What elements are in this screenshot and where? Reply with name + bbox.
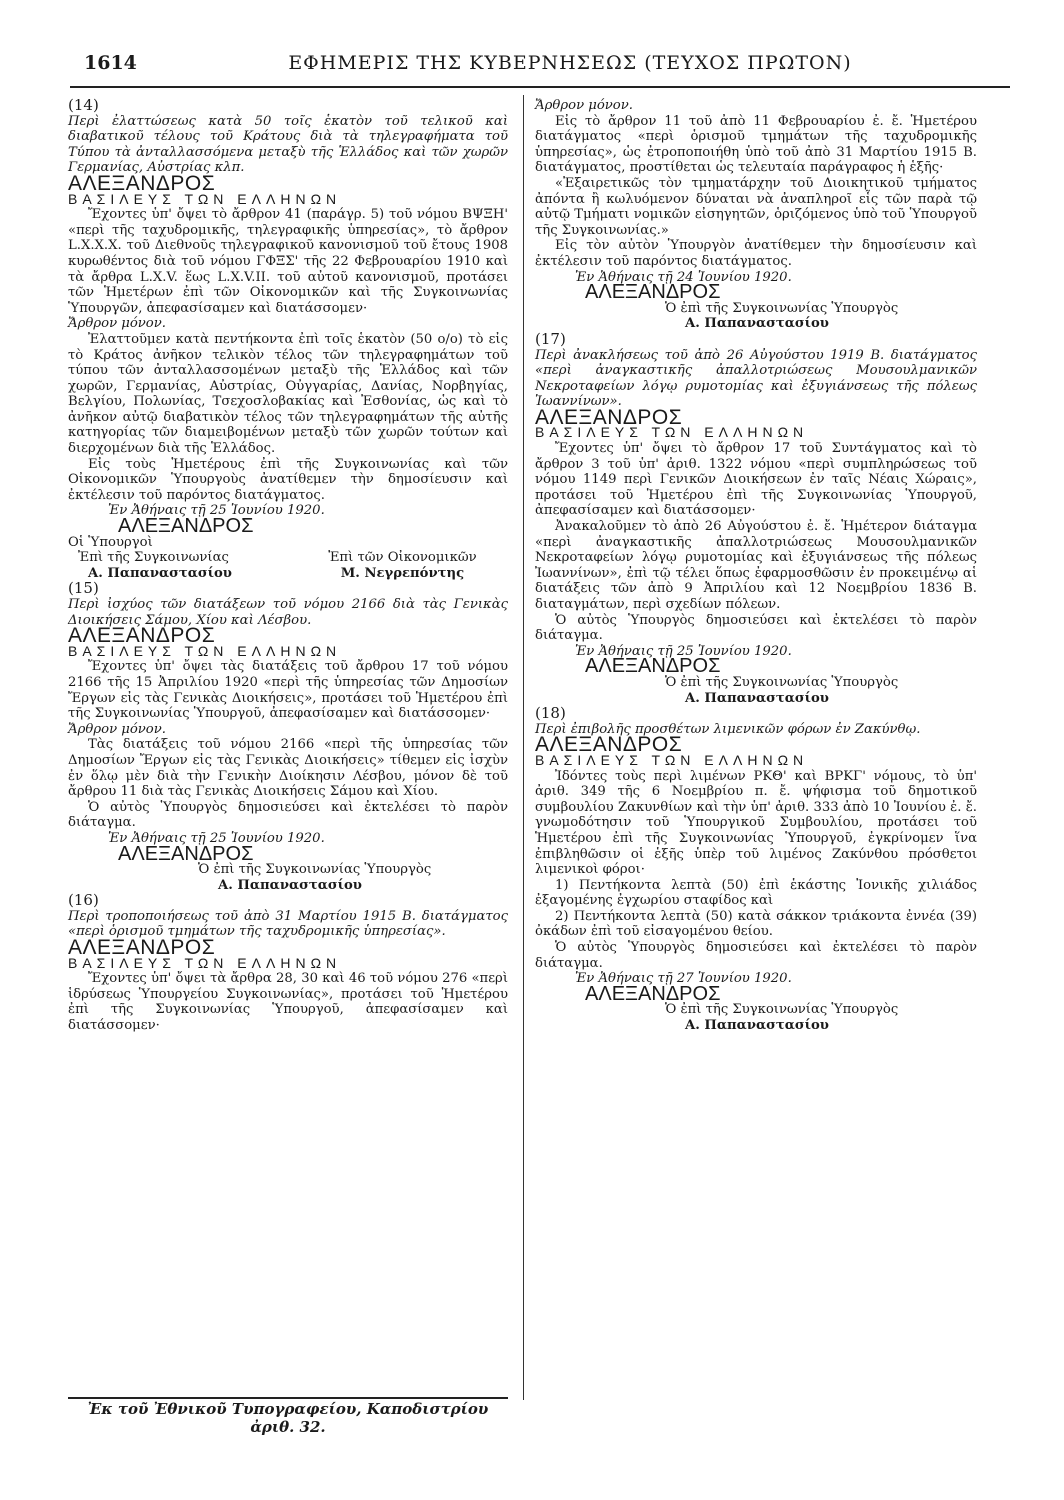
page-header xyxy=(70,50,1010,80)
gazette-title: ΕΦΗΜΕΡΙΣ ΤΗΣ ΚΥΒΕΡΝΗΣΕΩΣ (ΤΕΥΧΟΣ ΠΡΩΤΟΝ) xyxy=(288,52,852,74)
decree-body: Ἀνακαλοῦμεν τὸ ἀπὸ 26 Αὐγούστου ἐ. ἔ. Ἡμέτερον διάταγμα «περὶ ἀναγκαστικῆς ἀπαλλοτριώσεως Μουσουλμανικῶν Νεκροταφείων λόγῳ ρυμοτομίας καὶ ἐξυγιάνσεως τῆς πόλεως Ἰωαννίνων», ἐπὶ τῷ τέλει ὅπως ἐφαρμοσθῶσιν ἐν προκειμένῳ αἱ διατάξεις τῶν ἀπὸ 9 Ἀπριλίου καὶ 12 Νοεμβρίου 1836 Β. διαταγμάτων, περὶ σχεδίων πόλεων. xyxy=(535,519,977,612)
king-subtitle: ΒΑΣΙΛΕΥΣ ΤΩΝ ΕΛΛΗΝΩΝ xyxy=(535,751,809,768)
decree-date: Ἐν Ἀθήναις τῇ 24 Ἰουνίου 1920. xyxy=(575,269,792,285)
king-name: ΑΛΕΞΑΝΔΡΟΣ xyxy=(535,405,683,429)
king-signature: ΑΛΕΞΑΝΔΡΟΣ xyxy=(585,655,721,678)
article-heading: Ἄρθρον μόνον. xyxy=(68,721,166,737)
king-name: ΑΛΕΞΑΝΔΡΟΣ xyxy=(68,624,216,648)
king-signature: ΑΛΕΞΑΝΔΡΟΣ xyxy=(585,281,721,304)
decree-preamble: Ἔχοντες ὑπ' ὄψει τὸ ἄρθρον 41 (παράγρ. 5) τοῦ νόμου ΒΨΞΗ' «περὶ τῆς ταχυδρομικῆς, τηλεγραφικῆς ὑπηρεσίας», τὸ ἄρθρον L.X.X.X. τοῦ Διεθνοῦς τηλεγραφικοῦ κανονισμοῦ τοῦ ἔτους 1908 κυρωθέντος διὰ τοῦ νόμου ΓΦΞΣ' τῆς 22 Φεβρουαρίου 1910 καὶ τὰ ἄρθρα L.X.V. ἕως L.X.V.II. τοῦ αὐτοῦ κανονισμοῦ, προτάσει τῶν Ἡμετέρων ἐπὶ τῶν Οἰκονομικῶν καὶ τῆς Συγκοινωνίας Ὑπουργῶν, ἀπεφασίσαμεν καὶ διατάσσομεν· xyxy=(68,207,508,316)
left-column xyxy=(68,98,508,1034)
minister-role: Ἐπὶ τῶν Οἰκονομικῶν xyxy=(328,550,477,566)
decree-number: (17) xyxy=(535,329,566,348)
king-signature: ΑΛΕΞΑΝΔΡΟΣ xyxy=(118,842,254,865)
decree-body: Ὁ αὐτὸς Ὑπουργὸς δημοσιεύσει καὶ ἐκτελέσει τὸ παρὸν διάταγμα. xyxy=(535,940,977,971)
king-subtitle: ΒΑΣΙΛΕΥΣ ΤΩΝ ΕΛΛΗΝΩΝ xyxy=(68,642,342,659)
decree-date: Ἐν Ἀθήναις τῇ 25 Ἰουνίου 1920. xyxy=(108,503,325,519)
ministers-label: Οἱ Ὑπουργοὶ xyxy=(68,534,153,550)
decree-preamble: Ἔχοντες ὑπ' ὄψει τὰς διατάξεις τοῦ ἄρθρου 17 τοῦ νόμου 2166 τῆς 15 Ἀπριλίου 1920 «περὶ τῆς ὑπηρεσίας τῶν Δημοσίων Ἔργων εἰς τὰς Γενικὰς Διοικήσεις», προτάσει τοῦ Ἡμετέρου ἐπὶ τῆς Συγκοινωνίας Ὑπουργοῦ, ἀπεφασίσαμεν καὶ διατάσσομεν· xyxy=(68,659,508,722)
decree-number: (16) xyxy=(68,891,99,910)
decree-body: Ὁ αὐτὸς Ὑπουργὸς δημοσιεύσει καὶ ἐκτελέσει τὸ παρὸν διάταγμα. xyxy=(535,612,977,644)
minister-name: Α. Παπαναστασίου xyxy=(218,877,362,893)
minister-name: Α. Παπαναστασίου xyxy=(685,690,829,706)
decree-title: Περὶ ἐλαττώσεως κατὰ 50 τοῖς ἑκατὸν τοῦ τελικοῦ καὶ διαβατικοῦ τέλους τοῦ Κράτους διὰ τὰ τηλεγραφήματα τοῦ Τύπου τὰ ἀνταλλασσόμενα μεταξὺ τῆς Ἑλλάδος καὶ τῶν χωρῶν Γερμανίας, Αὐστρίας κλπ. xyxy=(68,113,508,176)
article-heading: Ἄρθρον μόνον. xyxy=(535,98,633,113)
decree-number: (15) xyxy=(68,579,99,598)
king-subtitle: ΒΑΣΙΛΕΥΣ ΤΩΝ ΕΛΛΗΝΩΝ xyxy=(68,190,342,207)
minister-role: Ὁ ἐπὶ τῆς Συγκοινωνίας Ὑπουργὸς xyxy=(665,674,899,690)
king-subtitle: ΒΑΣΙΛΕΥΣ ΤΩΝ ΕΛΛΗΝΩΝ xyxy=(68,954,342,971)
decree-preamble: Ἰδόντες τοὺς περὶ λιμένων ΡΚΘ' καὶ ΒΡΚΓ' νόμους, τὸ ὑπ' ἀριθ. 349 τῆς 6 Νοεμβρίου π. ἔ. ψήφισμα τοῦ δημοτικοῦ συμβουλίου Ζακυνθίων καὶ τὴν ὑπ' ἀριθ. 333 ἀπὸ 10 Ἰουνίου ἐ. ἔ. γνωμοδότησιν τοῦ Ὑπουργικοῦ Συμβουλίου, προτάσει τοῦ Ἡμετέρου ἐπὶ τῆς Συγκοινωνίας Ὑπουργοῦ, ἐγκρίνομεν ἵνα ἐπιβληθῶσιν οἱ ἑξῆς ὑπὲρ τοῦ λιμένος Ζακύνθου πρόσθετοι λιμενικοὶ φόροι· xyxy=(535,768,977,878)
decree-title: Περὶ τροποποιήσεως τοῦ ἀπὸ 31 Μαρτίου 1915 Β. διατάγματος «περὶ ὁρισμοῦ τμημάτων τῆς ταχυδρομικῆς ὑπηρεσίας». xyxy=(68,908,508,940)
decree-item: 2) Πεντήκοντα λεπτὰ (50) κατὰ σάκκον τριάκοντα ἐννέα (39) ὀκάδων ἐπὶ τοῦ εἰσαγομένου θείου. xyxy=(535,908,977,940)
decree-title: Περὶ ἐπιβολῆς προσθέτων λιμενικῶν φόρων ἐν Ζακύνθῳ. xyxy=(535,721,921,737)
decree-body: Τὰς διατάξεις τοῦ νόμου 2166 «περὶ τῆς ὑπηρεσίας τῶν Δημοσίων Ἔργων εἰς τὰς Γενικὰς Διοικήσεις» τίθεμεν εἰς ἰσχὺν ἐν ὅλῳ μὲν διὰ τὴν Γενικὴν Διοίκησιν Λέσβου, μόνον δὲ τοῦ ἄρθρου 11 διὰ τὰς Γενικὰς Διοικήσεις Σάμου καὶ Χίου. xyxy=(68,737,508,800)
decree-body: Εἰς τοὺς Ἡμετέρους ἐπὶ τῆς Συγκοινωνίας καὶ τῶν Οἰκονομικῶν Ὑπουργοὺς ἀνατίθεμεν τὴν δημοσίευσιν καὶ ἐκτέλεσιν τοῦ παρόντος διατάγματος. xyxy=(68,456,508,503)
decree-title: Περὶ ἰσχύος τῶν διατάξεων τοῦ νόμου 2166 διὰ τὰς Γενικὰς Διοικήσεις Σάμου, Χίου καὶ Λέσβου. xyxy=(68,597,508,628)
header-rule xyxy=(70,86,1010,88)
decree-number: (14) xyxy=(68,96,99,114)
decree-preamble: Ἔχοντες ὑπ' ὄψει τὰ ἄρθρα 28, 30 καὶ 46 τοῦ νόμου 276 «περὶ ἱδρύσεως Ὑπουργείου Συγκοινωνίας», προτάσει τοῦ Ἡμετέρου ἐπὶ τῆς Συγκοινωνίας Ὑπουργοῦ, ἀπεφασίσαμεν καὶ διατάσσομεν· xyxy=(68,971,508,1034)
king-name: ΑΛΕΞΑΝΔΡΟΣ xyxy=(535,733,683,757)
ministers-block xyxy=(68,550,508,581)
king-name: ΑΛΕΞΑΝΔΡΟΣ xyxy=(68,936,216,960)
minister-role: Ἐπὶ τῆς Συγκοινωνίας xyxy=(78,550,229,566)
king-subtitle: ΒΑΣΙΛΕΥΣ ΤΩΝ ΕΛΛΗΝΩΝ xyxy=(535,424,809,441)
decree-body: «Ἐξαιρετικῶς τὸν τμηματάρχην τοῦ Διοικητικοῦ τμήματος ἀπόντα ἢ κωλυόμενον δύναται νὰ ἀναπληροῖ εἷς τῶν παρὰ τῷ αὐτῷ Τμήματι νομικῶν εἰσηγητῶν, ὁριζόμενος ὑπὸ τοῦ Ὑπουργοῦ τῆς Συγκοινωνίας.» xyxy=(535,175,977,238)
minister-role: Ὁ ἐπὶ τῆς Συγκοινωνίας Ὑπουργὸς xyxy=(198,862,432,878)
column-divider xyxy=(523,95,524,1400)
footer-rule xyxy=(68,1397,508,1399)
decree-title: Περὶ ἀνακλήσεως τοῦ ἀπὸ 26 Αὐγούστου 1919 Β. διατάγματος «περὶ ἀναγκαστικῆς ἀπαλλοτριώσεως Μουσουλμανικῶν Νεκροταφείων λόγῳ ρυμοτομίας καὶ ἐξυγιάνσεως τῆς πόλεως Ἰωαννίνων». xyxy=(535,347,977,410)
minister-name: Α. Παπαναστασίου xyxy=(685,1018,829,1034)
decree-item: 1) Πεντήκοντα λεπτὰ (50) ἐπὶ ἑκάστης Ἰονικῆς χιλιάδος ἐξαγομένης ἐγχωρίου σταφίδος καὶ xyxy=(535,877,977,909)
decree-date: Ἐν Ἀθήναις τῇ 25 Ἰουνίου 1920. xyxy=(108,830,325,846)
minister-name: Α. Παπαναστασίου xyxy=(88,565,232,581)
decree-body: Εἰς τὸν αὐτὸν Ὑπουργὸν ἀνατίθεμεν τὴν δημοσίευσιν καὶ ἐκτέλεσιν τοῦ παρόντος διατάγματος. xyxy=(535,238,977,269)
minister-1 xyxy=(68,550,279,581)
king-signature: ΑΛΕΞΑΝΔΡΟΣ xyxy=(585,982,721,1005)
king-name: ΑΛΕΞΑΝΔΡΟΣ xyxy=(68,171,216,195)
article-heading: Ἄρθρον μόνον. xyxy=(68,316,166,332)
right-column xyxy=(535,98,977,1034)
decree-number: (18) xyxy=(535,704,566,723)
decree-body: Ὁ αὐτὸς Ὑπουργὸς δημοσιεύσει καὶ ἐκτελέσει τὸ παρὸν διάταγμα. xyxy=(68,799,508,831)
minister-role: Ὁ ἐπὶ τῆς Συγκοινωνίας Ὑπουργὸς xyxy=(665,1002,899,1018)
printer-imprint: Ἐκ τοῦ Ἐθνικοῦ Τυπογραφείου, Καποδιστρίου ἀριθ. 32. xyxy=(87,1400,489,1436)
decree-preamble: Ἔχοντες ὑπ' ὄψει τὸ ἄρθρον 17 τοῦ Συντάγματος καὶ τὸ ἄρθρον 3 τοῦ ὑπ' ἀριθ. 1322 νόμου «περὶ συμπληρώσεως τοῦ νόμου 1149 περὶ Γενικῶν Διοικήσεων ἐν ταῖς Νέαις Χώραις», προτάσει τοῦ Ἡμετέρου ἐπὶ τῆς Συγκοινωνίας Ὑπουργοῦ, ἀπεφασίσαμεν καὶ διατάσσομεν· xyxy=(535,441,977,519)
minister-name: Α. Παπαναστασίου xyxy=(685,316,829,332)
page-number: 1614 xyxy=(84,52,137,74)
decree-date: Ἐν Ἀθήναις τῇ 25 Ἰουνίου 1920. xyxy=(575,643,792,659)
minister-role: Ὁ ἐπὶ τῆς Συγκοινωνίας Ὑπουργὸς xyxy=(665,300,899,316)
decree-date: Ἐν Ἀθήναις τῇ 27 Ἰουνίου 1920. xyxy=(575,971,792,987)
decree-body: Ἐλαττοῦμεν κατὰ πεντήκοντα ἐπὶ τοῖς ἑκατὸν (50 ο/ο) τὸ εἰς τὸ Κράτος ἀνῆκον τελικὸν τέλος τῶν τηλεγραφημάτων τοῦ τύπου τῶν ἀνταλλασσομένων μεταξὺ τῆς Ἑλλάδος καὶ τῶν χωρῶν, Γερμανίας, Αὐστρίας, Οὐγγαρίας, Δανίας, Νορβηγίας, Βελγίου, Πολωνίας, Τσεχοσλοβακίας καὶ Ἐσθονίας, ὡς καὶ τὸ ἀνῆκον αὐτῷ διαβατικὸν τέλος τῶν τηλεγραφημάτων τῆς αὐτῆς κατηγορίας τῶν διαμειβομένων μεταξὺ τῶν χωρῶν τούτων καὶ διερχομένων διὰ τῆς Ἑλλάδος. xyxy=(68,331,508,457)
decree-body: Εἰς τὸ ἄρθρον 11 τοῦ ἀπὸ 11 Φεβρουαρίου ἐ. ἔ. Ἡμετέρου διατάγματος «περὶ ὁρισμοῦ τμημάτων τῆς ταχυδρομικῆς ὑπηρεσίας», ὡς ἐτροποποιήθη ὑπὸ τοῦ ἀπὸ 31 Μαρτίου 1915 Β. διατάγματος, προστίθεται ὡς τελευταία παράγραφος ἡ ἑξῆς· xyxy=(535,113,977,176)
minister-name: Μ. Νεγρεπόντης xyxy=(340,565,465,581)
king-signature: ΑΛΕΞΑΝΔΡΟΣ xyxy=(118,515,254,538)
minister-2 xyxy=(297,550,508,581)
